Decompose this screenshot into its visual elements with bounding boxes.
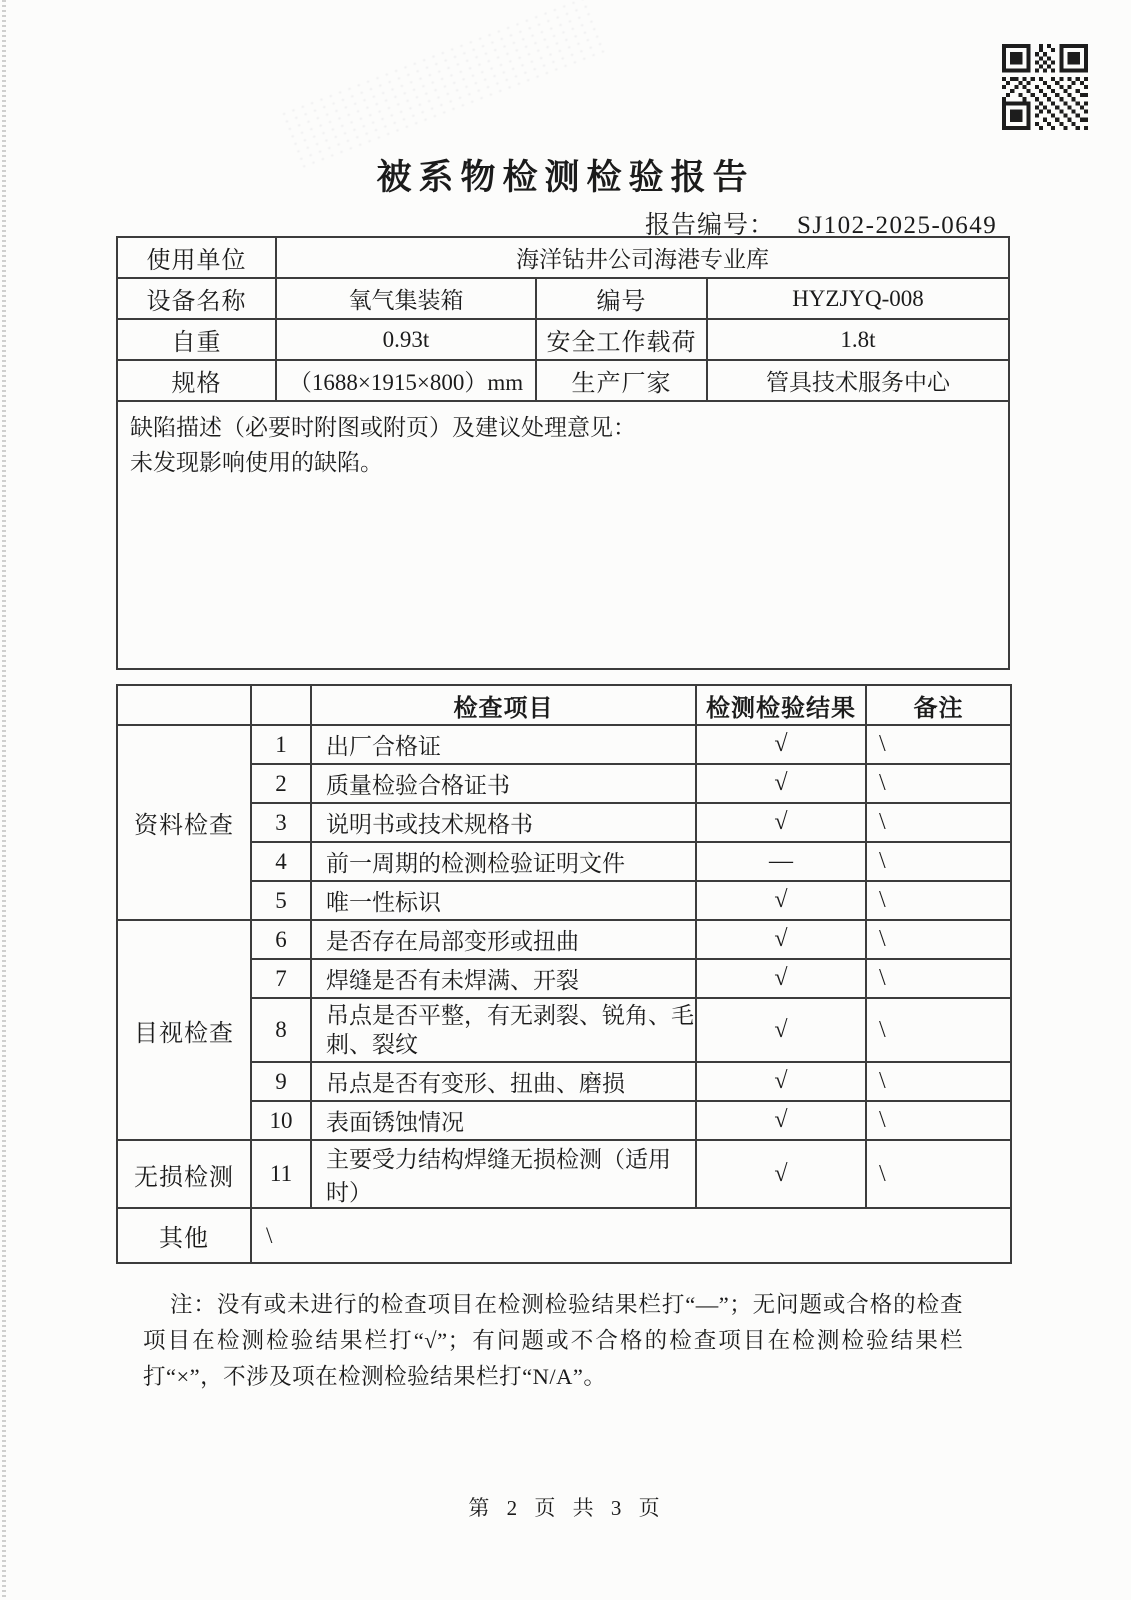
remark-mark: \ [866,842,1011,881]
table-row [117,401,1009,669]
item-text: 说明书或技术规格书 [311,803,696,842]
table-row [117,1208,1011,1263]
item-text: 焊缝是否有未焊满、开裂 [311,959,696,998]
report-number-label: 报告编号： [645,212,776,239]
row-number: 1 [251,725,311,764]
table-row [117,237,1009,278]
group-label-ndt: 无损检测 [117,1140,251,1208]
table-row [117,920,1011,959]
specification-value: （1688×1915×800）mm [276,360,536,401]
result-mark: √ [696,1101,866,1140]
note-text: 注：没有或未进行的检查项目在检测检验结果栏打“—”；无问题或合格的检查项目在检测检验结果栏打“√”；有问题或不合格的检查项目在检测检验结果栏打“×”，不涉及项在检测检验结果栏打“N/A”。 [143,1292,963,1389]
safe-working-load-label: 安全工作载荷 [536,319,707,360]
row-number: 8 [251,998,311,1062]
row-number: 4 [251,842,311,881]
page-footer: 第 2 页 共 3 页 [468,1496,663,1520]
manufacturer-value: 管具技术服务中心 [707,360,1009,401]
result-mark: √ [696,1140,866,1208]
number-header-cell [251,685,311,725]
row-number: 3 [251,803,311,842]
item-text: 吊点是否有变形、扭曲、磨损 [311,1062,696,1101]
row-number: 10 [251,1101,311,1140]
faint-stamp-watermark [278,0,609,172]
group-label-document-check: 资料检查 [117,725,251,920]
item-header-cell: 检查项目 [311,685,696,725]
table-row [117,959,1011,998]
defect-description-title: 缺陷描述（必要时附图或附页）及建议处理意见： [130,415,636,440]
row-number: 11 [251,1140,311,1208]
item-text: 主要受力结构焊缝无损检测（适用时） [311,1140,696,1208]
item-text: 吊点是否平整，有无剥裂、锐角、毛刺、裂纹 [311,998,696,1062]
row-number: 7 [251,959,311,998]
result-mark: √ [696,959,866,998]
scan-edge-artifact [2,0,6,1600]
table-header-row [117,685,1011,725]
qr-code-icon [1000,44,1090,130]
result-mark: √ [696,764,866,803]
table-row [117,881,1011,920]
table-row [117,1140,1011,1208]
safe-working-load-value: 1.8t [707,319,1009,360]
table-row [117,803,1011,842]
result-mark: √ [696,1062,866,1101]
item-text: 出厂合格证 [311,725,696,764]
table-row [117,1062,1011,1101]
result-mark: — [696,842,866,881]
remark-mark: \ [866,764,1011,803]
table-row [117,1101,1011,1140]
item-text: 是否存在局部变形或扭曲 [311,920,696,959]
table-row [117,278,1009,319]
defect-description-content: 未发现影响使用的缺陷。 [130,450,383,475]
defect-description-cell [117,401,1009,669]
group-header-cell [117,685,251,725]
row-number: 9 [251,1062,311,1101]
row-number: 5 [251,881,311,920]
remark-mark: \ [866,998,1011,1062]
equipment-name-label: 设备名称 [117,278,276,319]
item-text: 表面锈蚀情况 [311,1101,696,1140]
report-number-value: SJ102-2025-0649 [797,212,998,239]
group-label-other: 其他 [117,1208,251,1263]
table-row [117,725,1011,764]
table-row [117,360,1009,401]
specification-label: 规格 [117,360,276,401]
remark-mark: \ [866,920,1011,959]
usage-unit-value: 海洋钻井公司海港专业库 [276,237,1009,278]
page-title: 被系物检测检验报告 [376,158,755,197]
serial-number-label: 编号 [536,278,707,319]
table-row [117,842,1011,881]
equipment-info-table [116,236,1010,670]
usage-unit-label: 使用单位 [117,237,276,278]
remark-mark: \ [866,959,1011,998]
remark-mark: \ [866,1140,1011,1208]
row-number: 6 [251,920,311,959]
item-text: 唯一性标识 [311,881,696,920]
result-mark: √ [696,881,866,920]
row-number: 2 [251,764,311,803]
remark-header-cell: 备注 [866,685,1011,725]
self-weight-label: 自重 [117,319,276,360]
other-value: \ [251,1208,1011,1263]
remark-mark: \ [866,881,1011,920]
item-text: 前一周期的检测检验证明文件 [311,842,696,881]
group-label-visual-inspection: 目视检查 [117,920,251,1140]
result-mark: √ [696,920,866,959]
remark-mark: \ [866,1062,1011,1101]
equipment-name-value: 氧气集装箱 [276,278,536,319]
result-header-cell: 检测检验结果 [696,685,866,725]
result-mark: √ [696,803,866,842]
table-row [117,764,1011,803]
table-row [117,998,1011,1062]
result-mark: √ [696,725,866,764]
manufacturer-label: 生产厂家 [536,360,707,401]
serial-number-value: HYZJYQ-008 [707,278,1009,319]
table-row [117,319,1009,360]
remark-mark: \ [866,1101,1011,1140]
result-mark: √ [696,998,866,1062]
item-text: 质量检验合格证书 [311,764,696,803]
self-weight-value: 0.93t [276,319,536,360]
remark-mark: \ [866,725,1011,764]
remark-mark: \ [866,803,1011,842]
inspection-items-table [116,684,1012,1264]
